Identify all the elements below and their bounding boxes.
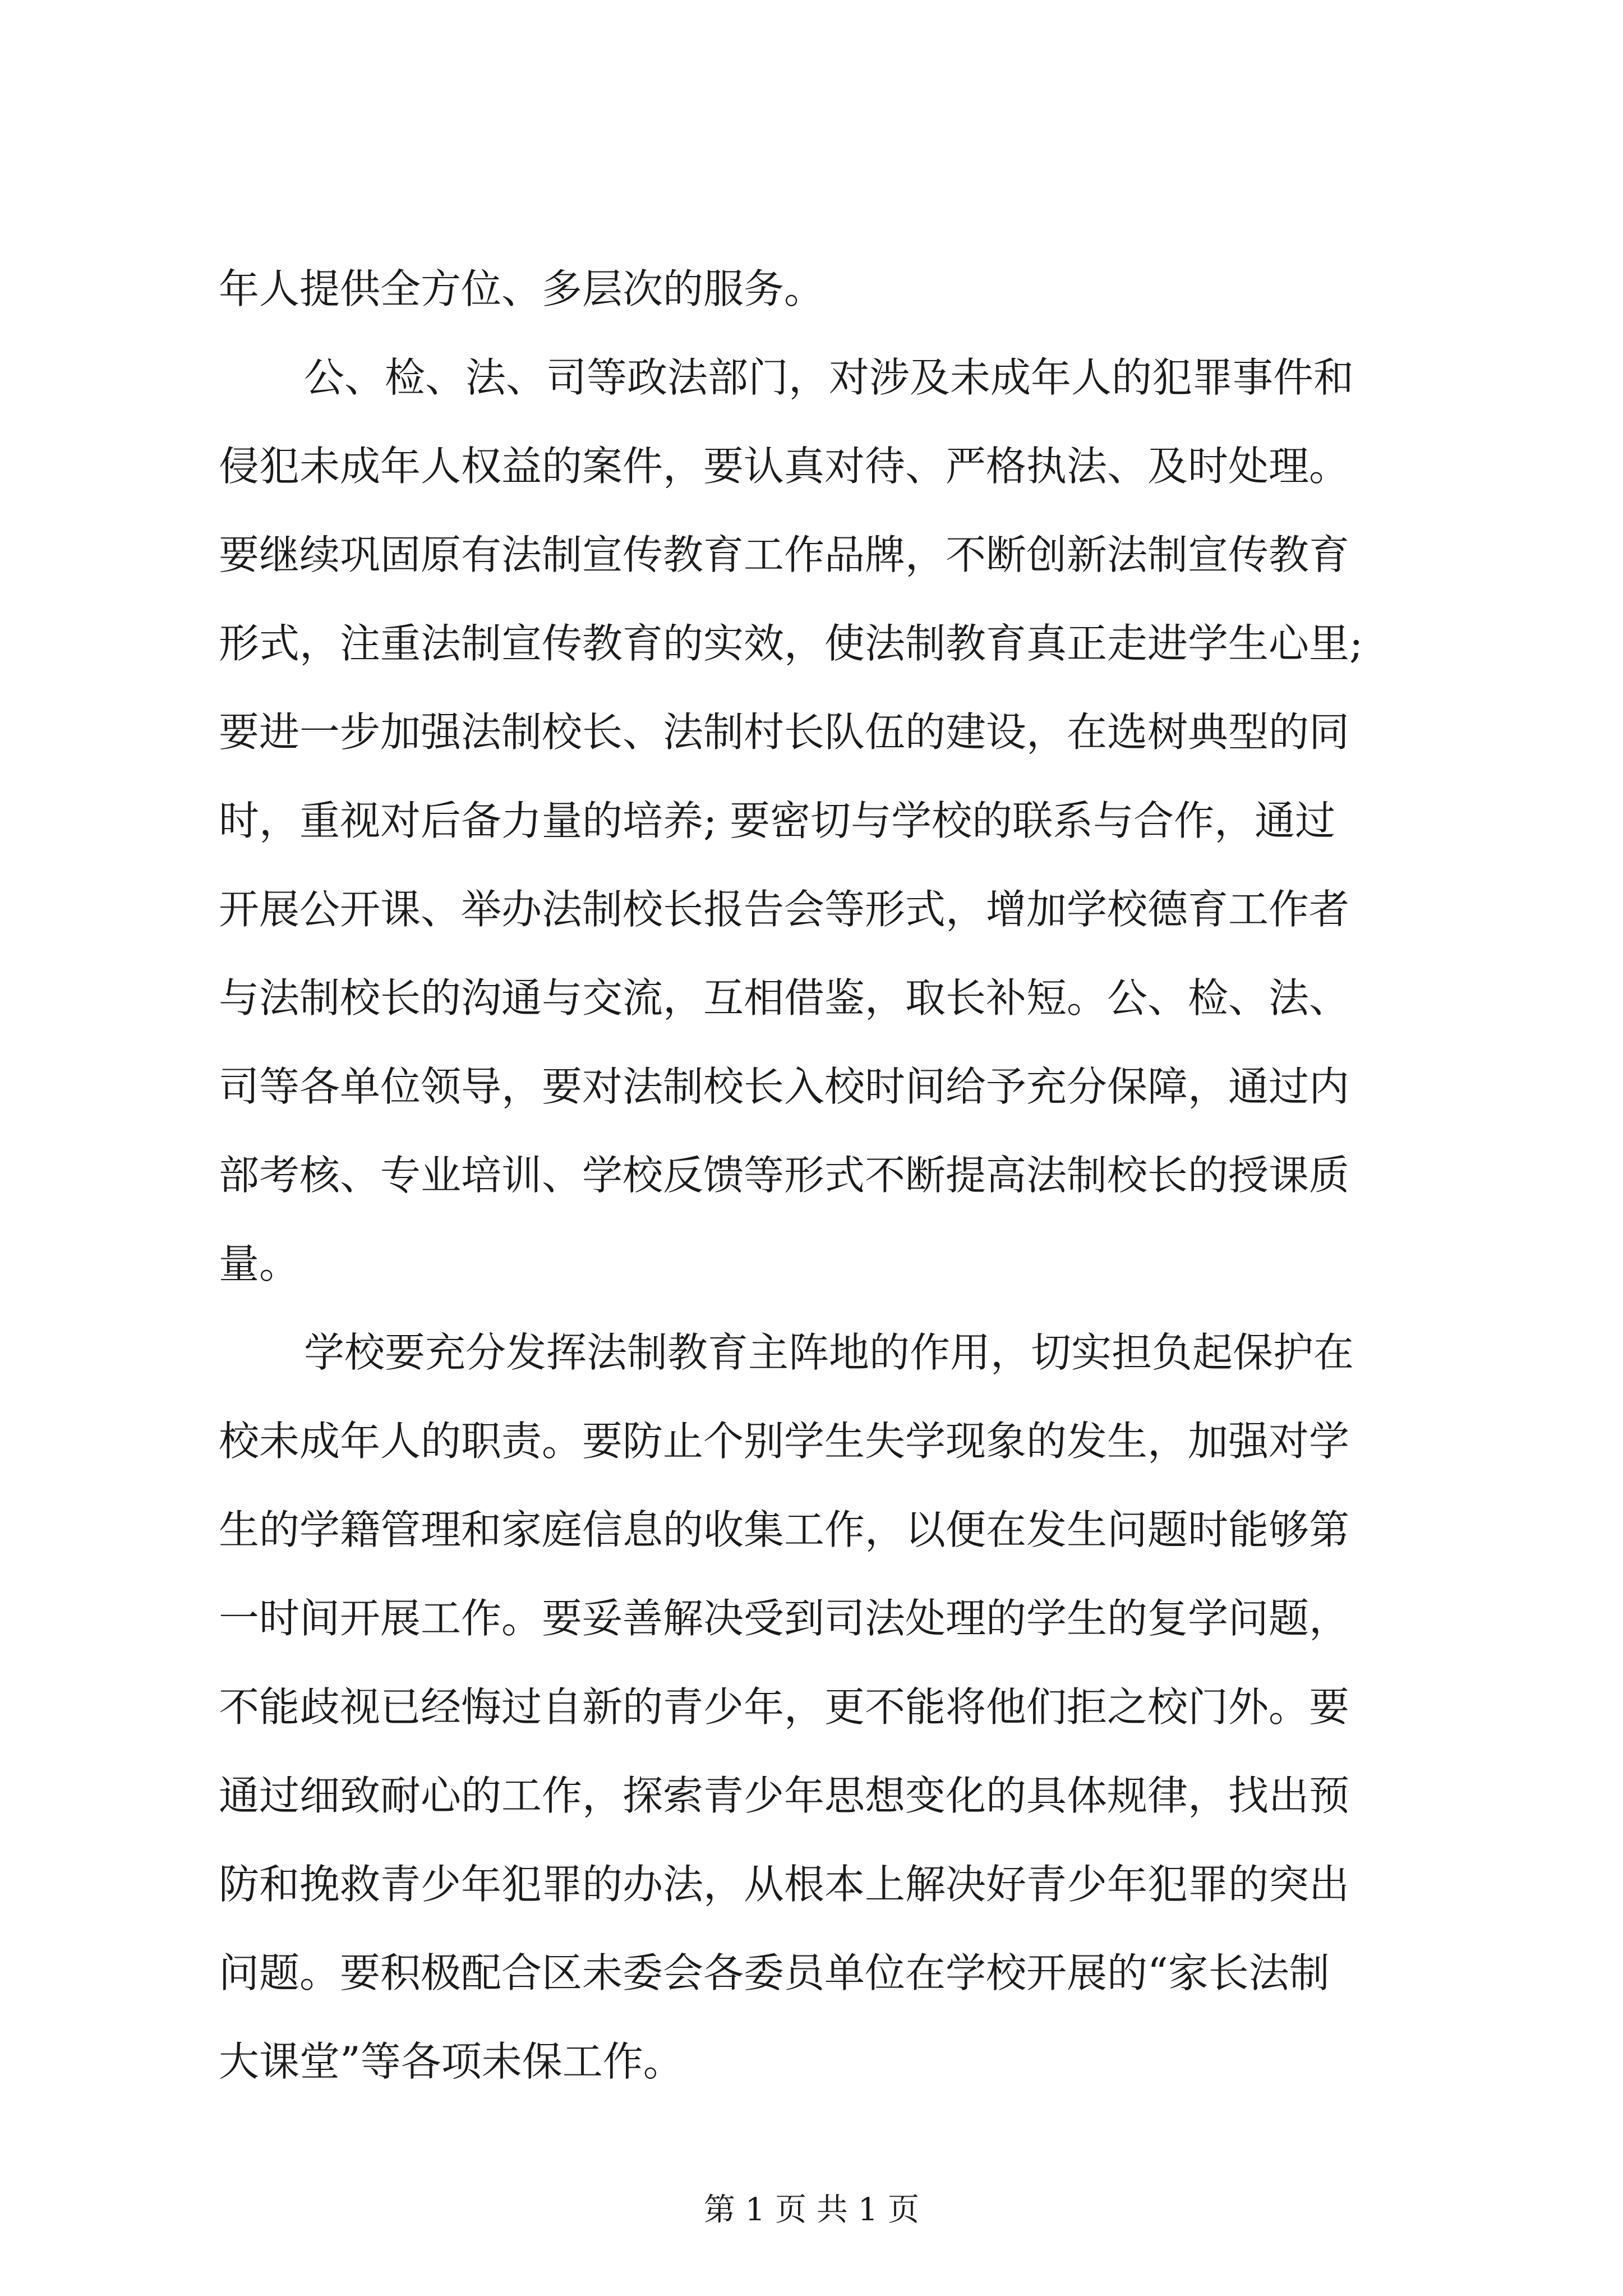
paragraph-line: 时，重视对后备力量的培养; 要密切与学校的联系与合作，通过 [219, 797, 1336, 844]
page-number-label: 第 1 页 共 1 页 [703, 2192, 920, 2228]
paragraph-line: 部考核、专业培训、学校反馈等形式不断提高法制校长的授课质 [219, 1152, 1350, 1199]
paragraph-line: 要继续巩固原有法制宣传教育工作品牌，不断创新法制宣传教育 [219, 531, 1350, 578]
paragraph-line: 通过细致耐心的工作，探索青少年思想变化的具体规律，找出预 [219, 1772, 1350, 1819]
paragraph-line: 与法制校长的沟通与交流，互相借鉴，取长补短。公、检、法、 [219, 974, 1350, 1022]
paragraph-line: 生的学籍管理和家庭信息的收集工作，以便在发生问题时能够第 [219, 1506, 1350, 1553]
paragraph-line: 司等各单位领导，要对法制校长入校时间给予充分保障，通过内 [219, 1063, 1350, 1110]
paragraph-line: 学校要充分发挥法制教育主阵地的作用，切实担负起保护在 [304, 1329, 1354, 1376]
paragraph-line: 校未成年人的职责。要防止个别学生失学现象的发生，加强对学 [219, 1418, 1350, 1465]
paragraph-line: 量。 [219, 1240, 300, 1287]
paragraph-line: 问题。要积极配合区未委会各委员单位在学校开展的“家长法制 [219, 1949, 1330, 1996]
paragraph-line: 大课堂”等各项未保工作。 [219, 2038, 684, 2085]
paragraph-line: 侵犯未成年人权益的案件，要认真对待、严格执法、及时处理。 [219, 443, 1350, 490]
paragraph-line: 不能歧视已经悔过自新的青少年，更不能将他们拒之校门外。要 [219, 1683, 1350, 1731]
paragraph-line: 要进一步加强法制校长、法制村长队伍的建设，在选树典型的同 [219, 708, 1350, 756]
paragraph-line: 防和挽救青少年犯罪的办法，从根本上解决好青少年犯罪的突出 [219, 1861, 1350, 1908]
paragraph-line: 形式，注重法制宣传教育的实效，使法制教育真正走进学生心里; [219, 620, 1363, 667]
page-footer [0, 2188, 1623, 2233]
paragraph-line: 开展公开课、举办法制校长报告会等形式，增加学校德育工作者 [219, 886, 1350, 933]
paragraph-line: 一时间开展工作。要妥善解决受到司法处理的学生的复学问题， [219, 1595, 1350, 1642]
paragraph-line: 公、检、法、司等政法部门，对涉及未成年人的犯罪事件和 [304, 354, 1354, 401]
paragraph-line: 年人提供全方位、多层次的服务。 [219, 265, 825, 312]
